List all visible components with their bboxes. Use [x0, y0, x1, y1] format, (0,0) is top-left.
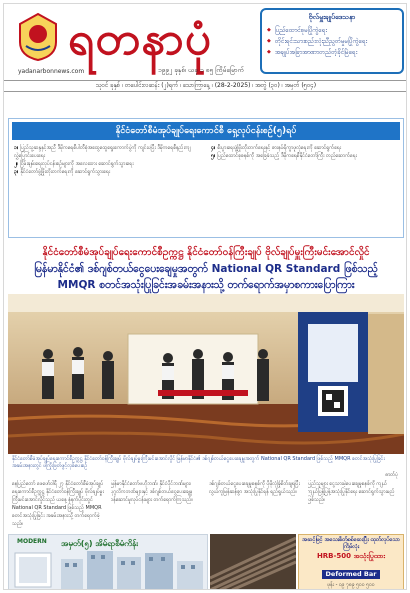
- motto-item: ◆ ပြည်ထောင်စုမပြိုကွဲရေး: [267, 25, 397, 36]
- policy-column-right: [211, 144, 400, 232]
- advert-line: အဆင့်မြင့် အသေးစိတ်စစ်ဆေးပြီး ထုတ်လုပ်သော ကြိမ်လုံး: [302, 537, 400, 550]
- lead-headline-line1: မြန်မာနိုင်ငံ၏ ဒစ်ဂျစ်တယ်ငွေပေးချေမှုအတွက် National QR Standard ဖြစ်သည့်: [34, 263, 378, 275]
- dateline: သုဝင် ခုနှစ် ၊ တပေါင်းလဆန်း (၂)ရက် ၊ သောကြာနေ့ ၊ (28-2-2025) ၊ အတွဲ (၃၀) ၊ အမှတ် (၅၀၄): [4, 80, 407, 92]
- policy-item: [14, 144, 203, 160]
- story-column: ပြည်သူများ ငွေသားမဲ့ပေးချေမှုစနစ်ကို ကျယ်ကျယ်ပြန့်ပြန့်အသုံးပြုနိုင်ရေး ဆောင်ရွက်သွားမည်ဖြစ်သည်။: [307, 481, 395, 503]
- housing-advert: [8, 534, 208, 590]
- item-text: ပြည်သူ့ဆန္ဒနှင့်အညီ ဒီမိုကရေစီပါတီစုံအထွေထွေရွေးကောက်ပွဲကို ကျင်းပပြီး ဒီမိုကရေစီနည်းကျ လွှဲပြောင်းပေးရေး: [14, 145, 191, 159]
- lead-photo: [8, 294, 404, 454]
- masthead: [4, 4, 407, 96]
- policy-item: [14, 160, 203, 168]
- advert-brand: MODERN: [17, 538, 47, 545]
- story-column: နေပြည်တော် ဖေဖော်ဝါရီ ၂၇ နိုင်ငံတော်စီမံအုပ်ချုပ်ရေးကောင်စီဥက္ကဋ္ဌ နိုင်ငံတော်ဝန်ကြီးချုပ် ဗိုလ်ချုပ်မှူးကြီးမင်းအောင်လှိုင်သည် ယနေ့ နံနက်ပိုင်းတွင် National QR Standard ဖြစ်သည့် MMQR စတင်အသုံးပြုခြင်း အခမ်းအနားသို့ တက်ရောက်ခဲ့သည်။: [12, 481, 104, 527]
- issue-line: ၁၉၉၂ ခုနှစ်၊ ယခု ၁ ၈၅ ကြိမ်မြောက်: [158, 66, 244, 74]
- motto-item: ◆ တိုင်းရင်းသားစည်းလုံးညီညွတ်မှုမပြိုကွဲရေး: [267, 36, 397, 47]
- advert-highlight: HRB-500 အသုံးပြုထား: [316, 552, 386, 560]
- photo-caption: နိုင်ငံတော်စီမံအုပ်ချုပ်ရေးကောင်စီဥက္ကဋ္ဌ နိုင်ငံတော်ဝန်ကြီးချုပ် ဗိုလ်ချုပ်မှူးကြီးမင်းအောင်လှိုင် မြန်မာနိုင်ငံ၏ ဒစ်ဂျစ်တယ်ငွေပေးချေမှုအတွက် National QR Standard ဖြစ်သည့် MMQR စတင်အသုံးပြုခြင်း အခမ်းအနားတွင် ဖဲကြိုးဖြတ်ဖွင့်လှစ်ပေးစဉ်: [12, 456, 385, 469]
- website-text: yadanarbonnews.com: [18, 68, 85, 75]
- policy-columns: [14, 144, 400, 232]
- motto-item: ◆ အချုပ်အခြာအာဏာတည်တံ့ခိုင်မြဲရေး: [267, 47, 397, 58]
- ceremony-photo: [8, 294, 404, 454]
- buildings-illustration: [9, 535, 208, 590]
- policy-column-left: [14, 144, 203, 232]
- item-text: စီးပွားရေးဖွံ့ဖြိုးတိုးတက်ရေးနှင့် စားနပ်ရိက္ခာဖူလုံရေးကို ဆောင်ရွက်ရေး: [217, 145, 342, 151]
- item-number: ၅။: [211, 153, 216, 159]
- item-text: ပြည်ထောင်စုစနစ်ကို အခြေခံသည့် ဒီမိုကရေစီနိုင်ငံတော်ကြီး တည်ဆောက်ရေး: [217, 153, 357, 159]
- newspaper-title: ရတနာပုံ: [68, 11, 213, 65]
- story-column: မြန်မာနိုင်ငံတော်ဗဟိုဘဏ်၊ နိုင်ငံပိုင်ဘဏ်များ၊ ပုဂ္ဂလိကဘဏ်များနှင့် ဒစ်ဂျစ်တယ်ငွေပေးချေမှုဝန်ဆောင်မှုလုပ်ငန်းများ တက်ရောက်ကြသည်။: [110, 481, 193, 503]
- lead-story-columns: [12, 480, 400, 532]
- item-text: ငြိမ်းချမ်းရေးလုပ်ငန်းစဉ်များကို အလေးထား ဆောင်ရွက်သွားရေး: [19, 161, 134, 167]
- item-number: ၃။: [14, 169, 19, 175]
- item-text: နိုင်ငံတော်ဖွံ့ဖြိုးတိုးတက်ရေးကို ဆောင်ရွက်သွားရေး: [20, 169, 111, 175]
- story-column: ဒစ်ဂျစ်တယ်ငွေပေးချေမှုစနစ်ကို ပိုမိုလုံခြုံစိတ်ချရပြီး လွယ်ကူမြန်ဆန်စွာ အသုံးပြုနိုင်ရန် ရည်ရွယ်သည်။: [209, 481, 300, 495]
- rebar-advert: [298, 534, 404, 590]
- motto-title: ဗိုလ်မှူးချုပ်ဒေသနာ: [308, 13, 356, 21]
- rebar-photo: [210, 534, 296, 590]
- photo-credit: ဓာတ်ပုံ: [385, 472, 398, 478]
- advert-title: အမှတ်(၅) အိမ်ရာစီမံကိန်း: [61, 539, 139, 548]
- motto-box: [260, 8, 404, 74]
- lead-kicker: နိုင်ငံတော်စီမံအုပ်ချုပ်ရေးကောင်စီဥက္ကဋ္ဌ နိုင်ငံတော်ဝန်ကြီးချုပ် ဗိုလ်ချုပ်မှူးကြီးမင်းအောင်လှိုင်: [42, 247, 370, 258]
- logo-area: [10, 8, 260, 80]
- policy-headline: နိုင်ငံတော်စီမံအုပ်ချုပ်ရေးကောင်စီ ရှေ့လုပ်ငန်းစဉ်(၅)ရပ်: [12, 122, 400, 140]
- advert-badge: Deformed Bar: [322, 570, 381, 579]
- steel-bars-image: [210, 534, 296, 590]
- policy-item: [211, 144, 400, 152]
- lead-headline-line2: MMQR စတင်အသုံးပြုခြင်းအခမ်းအနားသို့ တက်ရောက်အမှာစကားပြောကြား: [57, 279, 355, 291]
- advert-contact: ဖုန်း - ၀၉ ၇၈၉ ၅၀၀ ၅၀၀: [327, 582, 375, 588]
- item-number: ၄။: [211, 145, 216, 151]
- newspaper-page: [3, 3, 407, 590]
- item-number: ၁။: [14, 145, 19, 151]
- policy-item: [211, 152, 400, 160]
- policy-item: [14, 168, 203, 176]
- emblem-icon: [16, 12, 60, 62]
- item-number: ၂။: [14, 161, 18, 167]
